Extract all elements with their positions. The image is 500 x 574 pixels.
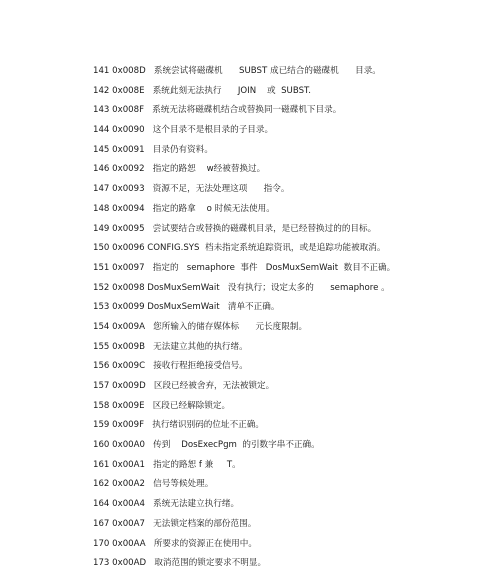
list-item: 143 0x008F 系统无法将磁碟机结合或替换同一磁碟机下目录。 (93, 105, 342, 116)
list-item: 173 0x00AD 取消范围的锁定要求不明显。 (93, 558, 267, 569)
list-item: 147 0x0093 资源不足，无法处理这项 指令。 (93, 184, 290, 195)
list-item: 154 0x009A 您所输入的储存媒体标 元长度限制。 (93, 321, 308, 332)
error-code-list (93, 62, 493, 574)
list-item: 162 0x00A2 信号等候处理。 (93, 479, 214, 490)
list-item: 142 0x008E 系统此刻无法执行 JOIN 或 SUBST. (93, 85, 312, 96)
list-item: 149 0x0095 尝试要结合或替换的磁碟机目录，是已经替换过的的目标。 (93, 223, 377, 234)
list-item: 148 0x0094 指定的路拿 o 时候无法使用。 (93, 203, 275, 214)
list-item: 151 0x0097 指定的 semaphore 事件 DosMuxSemWait 数目不正确。 (93, 262, 396, 273)
list-item: 167 0x00A7 无法锁定档案的部份范围。 (93, 518, 257, 529)
list-item: 145 0x0091 目录仍有资料。 (93, 144, 213, 155)
list-item: 146 0x0092 指定的路恕 w经被替换过。 (93, 164, 266, 175)
list-item: 155 0x009B 无法建立其他的执行绪。 (93, 341, 248, 352)
list-item: 161 0x00A1 指定的路恕 f 兼 T。 (93, 459, 241, 470)
list-item: 164 0x00A4 系统无法建立执行绪。 (93, 499, 240, 510)
list-item: 141 0x008D 系统尝试将磁碟机 SUBST 成已结合的磁碟机 目录。 (93, 66, 381, 76)
list-item: 156 0x009C 接收行程拒绝接受信号。 (93, 361, 248, 372)
list-item: 157 0x009D 区段已经被舍弃，无法被锁定。 (93, 381, 275, 391)
list-item: 153 0x0099 DosMuxSemWait 清单不正确。 (93, 302, 280, 313)
list-item: 158 0x009E 区段已经解除锁定。 (93, 400, 231, 411)
list-item: 150 0x0096 CONFIG.SYS 档未指定系统追踪资讯，或是追踪功能被取消。 (93, 243, 386, 254)
list-item: 170 0x00AA 所要求的资源正在使用中。 (93, 538, 257, 549)
list-item: 144 0x0090 这个目录不是根目录的子目录。 (93, 125, 274, 136)
list-item: 160 0x00A0 传到 DosExecPgm 的引数字串不正确。 (93, 440, 320, 451)
list-item: 159 0x009F 执行绪识别码的位址不正确。 (93, 420, 264, 431)
list-item: 152 0x0098 DosMuxSemWait 没有执行；设定太多的 semaphore 。 (93, 282, 390, 293)
